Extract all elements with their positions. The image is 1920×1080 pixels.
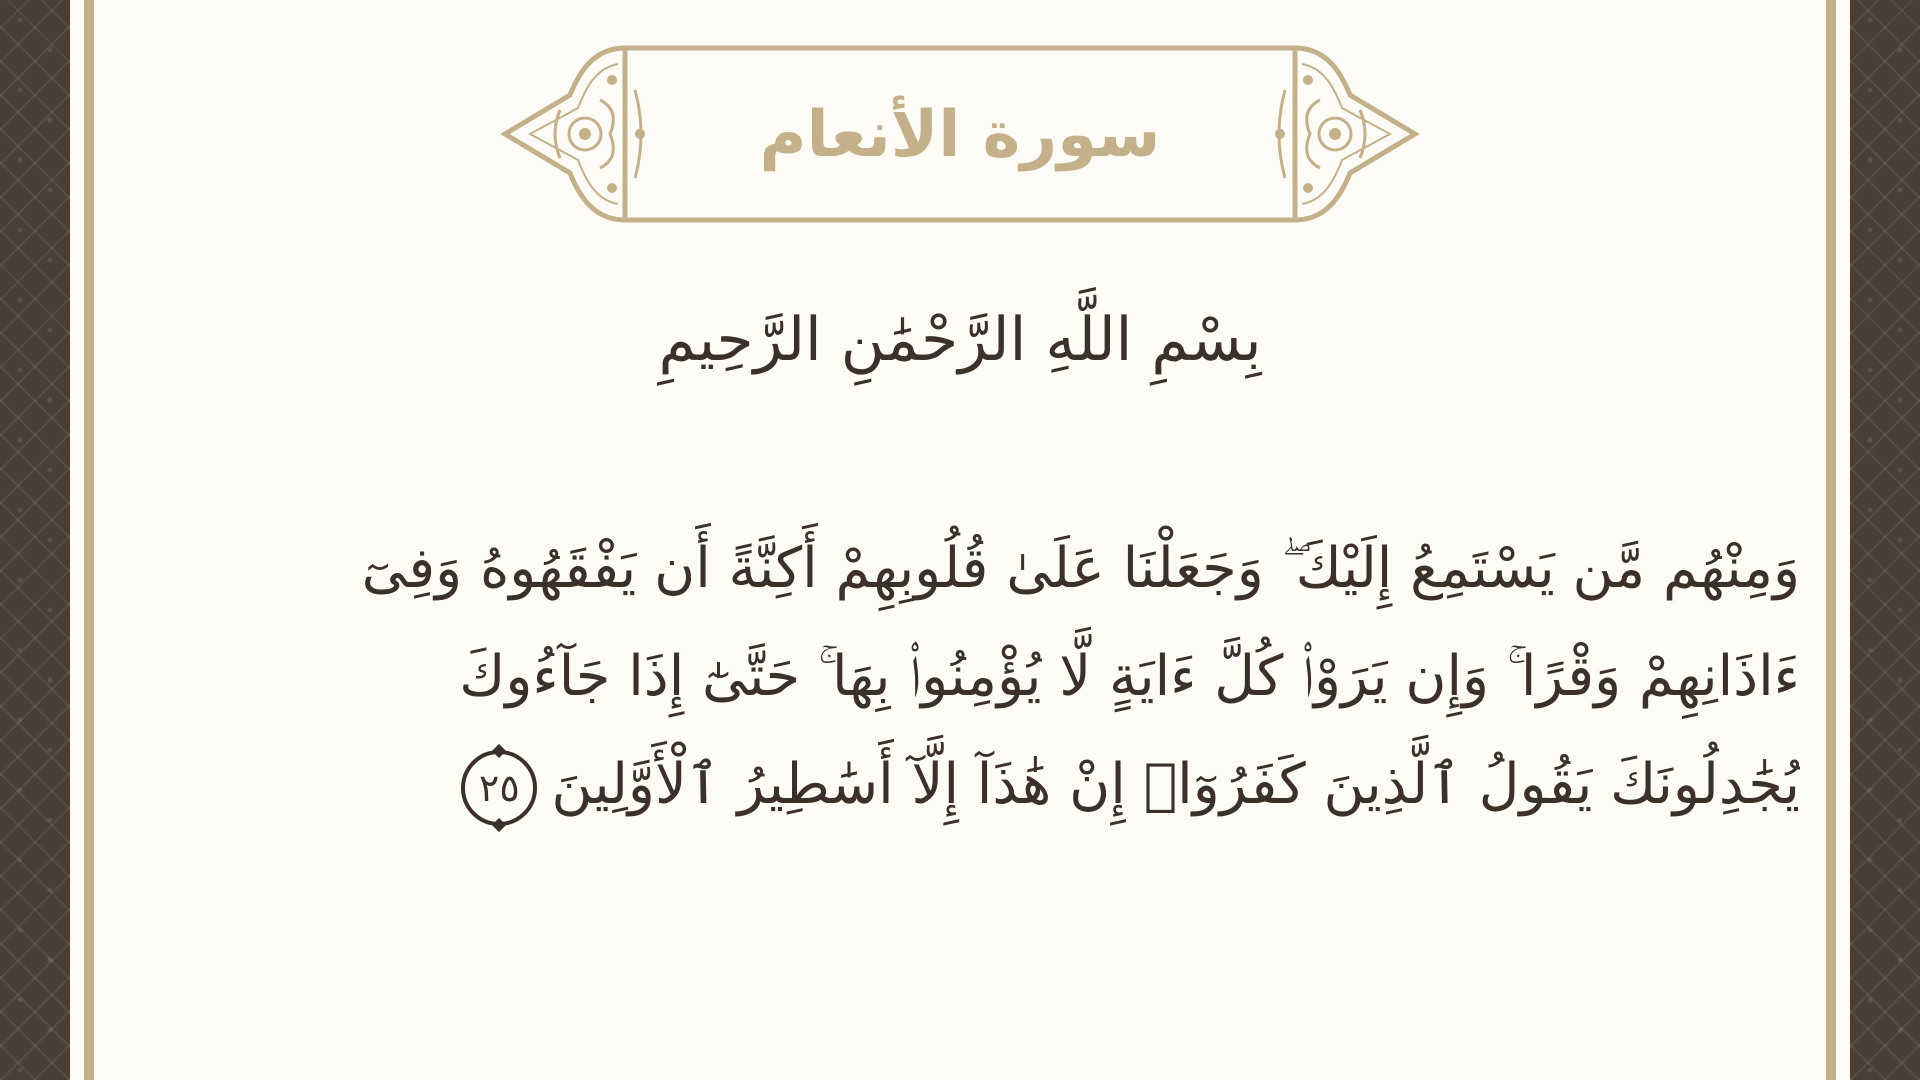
left-gold-rule xyxy=(84,0,94,1080)
right-ornamental-border xyxy=(1850,0,1920,1080)
verse-line-3-text: يُجَٰدِلُونَكَ يَقُولُ ٱلَّذِينَ كَفَرُوٓا۟ إِنْ هَٰذَآ إِلَّآ أَسَٰطِيرُ ٱلْأَوَّلِينَ xyxy=(551,752,1800,817)
left-ornamental-border xyxy=(0,0,70,1080)
surah-title-cartouche xyxy=(500,40,1420,230)
ayah-number-marker: ٢٥ xyxy=(461,750,537,826)
verse-line-1: وَمِنْهُم مَّن يَسْتَمِعُ إِلَيْكَ ۖ وَجَعَلْنَا عَلَىٰ قُلُوبِهِمْ أَكِنَّةً أَن يَفْقَهُوهُ وَفِىٓ xyxy=(361,536,1800,601)
verse-text xyxy=(255,515,1800,839)
surah-title: سورة الأنعام xyxy=(759,98,1161,172)
verse-line-2: ءَاذَانِهِمْ وَقْرًا ۚ وَإِن يَرَوْا۟ كُلَّ ءَايَةٍ لَّا يُؤْمِنُوا۟ بِهَا ۚ حَتَّىٰٓ إِذَا جَآءُوكَ xyxy=(459,644,1800,709)
right-gold-rule xyxy=(1826,0,1836,1080)
basmala: بِسْمِ اللَّهِ الرَّحْمَٰنِ الرَّحِيمِ xyxy=(658,305,1262,375)
verse-line-3 xyxy=(255,731,1800,839)
